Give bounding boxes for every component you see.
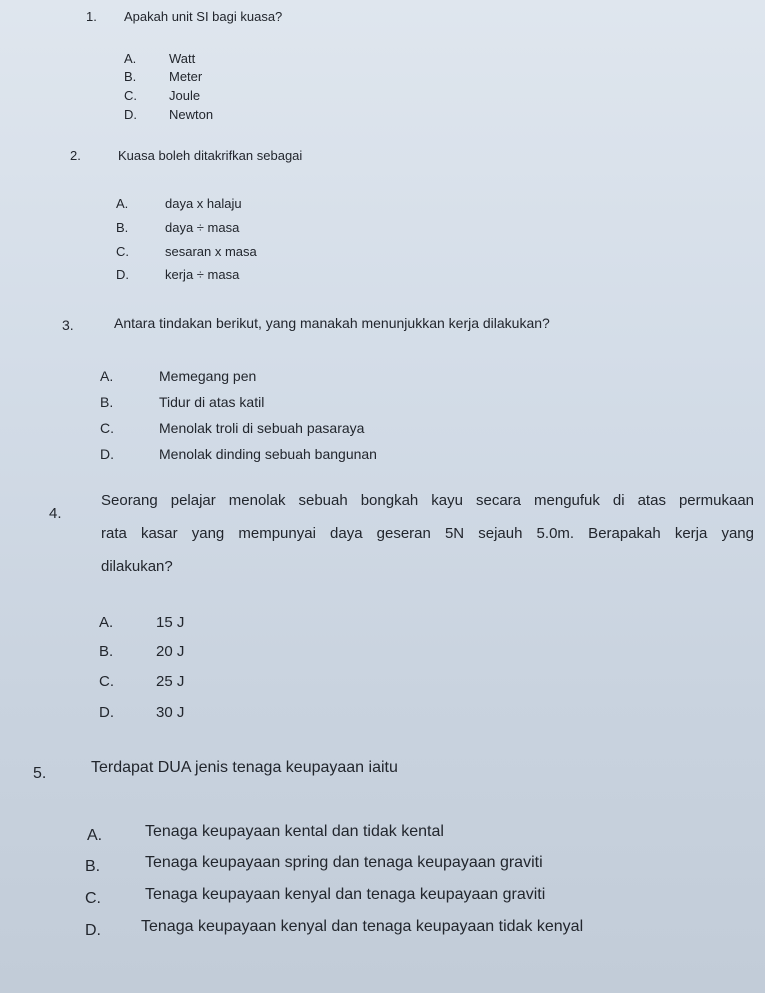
q1-option-a-text: Watt bbox=[169, 51, 196, 66]
q4-question-line-2: rata kasar yang mempunyai daya geseran 5N sejauh 5.0m. Berapakah kerja yang bbox=[101, 525, 754, 542]
q3-option-c-text: Menolak troli di sebuah pasaraya bbox=[159, 420, 365, 436]
q4-number: 4. bbox=[49, 505, 62, 522]
q2-option-a-letter: A. bbox=[116, 196, 129, 211]
q1-number: 1. bbox=[86, 9, 97, 24]
q1-option-a-letter: A. bbox=[124, 51, 137, 66]
q2-option-b-text: daya ÷ masa bbox=[165, 220, 240, 235]
q5-question-text: Terdapat DUA jenis tenaga keupayaan iaitu bbox=[91, 759, 398, 776]
q1-option-d-letter: D. bbox=[124, 107, 137, 122]
q2-number: 2. bbox=[70, 148, 81, 163]
q1-option-d-text: Newton bbox=[169, 107, 214, 122]
q3-option-b-letter: B. bbox=[100, 394, 114, 410]
q4-option-b-letter: B. bbox=[99, 643, 114, 660]
q1-option-b-text: Meter bbox=[169, 69, 203, 84]
q4-option-b-text: 20 J bbox=[156, 643, 185, 660]
q4-option-c-letter: C. bbox=[99, 673, 114, 690]
q2-option-a-text: daya x halaju bbox=[165, 196, 242, 211]
q2-option-c-text: sesaran x masa bbox=[165, 244, 257, 259]
q4-option-a-letter: A. bbox=[99, 614, 114, 631]
q2-option-d-text: kerja ÷ masa bbox=[165, 267, 240, 282]
q5-option-b-letter: B. bbox=[85, 858, 101, 875]
q3-option-d-text: Menolak dinding sebuah bangunan bbox=[159, 446, 377, 462]
q5-number: 5. bbox=[33, 765, 47, 782]
q4-question-line-1: Seorang pelajar menolak sebuah bongkah kayu secara mengufuk di atas permukaan bbox=[101, 492, 754, 509]
q4-option-d-text: 30 J bbox=[156, 704, 185, 721]
q3-option-d-letter: D. bbox=[100, 446, 114, 462]
q1-option-c-letter: C. bbox=[124, 88, 137, 103]
q3-option-a-letter: A. bbox=[100, 368, 114, 384]
q4-option-c-text: 25 J bbox=[156, 673, 185, 690]
q2-option-d-letter: D. bbox=[116, 267, 129, 282]
q2-option-b-letter: B. bbox=[116, 220, 129, 235]
q4-option-d-letter: D. bbox=[99, 704, 114, 721]
q5-option-c-letter: C. bbox=[85, 890, 101, 907]
q5-option-c-text: Tenaga keupayaan kenyal dan tenaga keupayaan graviti bbox=[145, 886, 546, 903]
q5-option-d-letter: D. bbox=[85, 922, 101, 939]
q5-option-b-text: Tenaga keupayaan spring dan tenaga keupayaan graviti bbox=[145, 854, 543, 871]
q2-question-text: Kuasa boleh ditakrifkan sebagai bbox=[118, 148, 303, 163]
q3-option-b-text: Tidur di atas katil bbox=[159, 394, 265, 410]
q5-option-d-text: Tenaga keupayaan kenyal dan tenaga keupayaan tidak kenyal bbox=[141, 918, 584, 935]
q3-number: 3. bbox=[62, 317, 74, 333]
q5-option-a-text: Tenaga keupayaan kental dan tidak kental bbox=[145, 823, 444, 840]
q1-option-c-text: Joule bbox=[169, 88, 201, 103]
q1-question-text: Apakah unit SI bagi kuasa? bbox=[124, 9, 283, 24]
q4-option-a-text: 15 J bbox=[156, 614, 185, 631]
q3-option-c-letter: C. bbox=[100, 420, 114, 436]
q3-question-text: Antara tindakan berikut, yang manakah menunjukkan kerja dilakukan? bbox=[114, 315, 550, 331]
q1-option-b-letter: B. bbox=[124, 69, 137, 84]
q4-question-line-3: dilakukan? bbox=[101, 558, 173, 575]
q5-option-a-letter: A. bbox=[87, 827, 103, 844]
q3-option-a-text: Memegang pen bbox=[159, 368, 257, 384]
q2-option-c-letter: C. bbox=[116, 244, 129, 259]
